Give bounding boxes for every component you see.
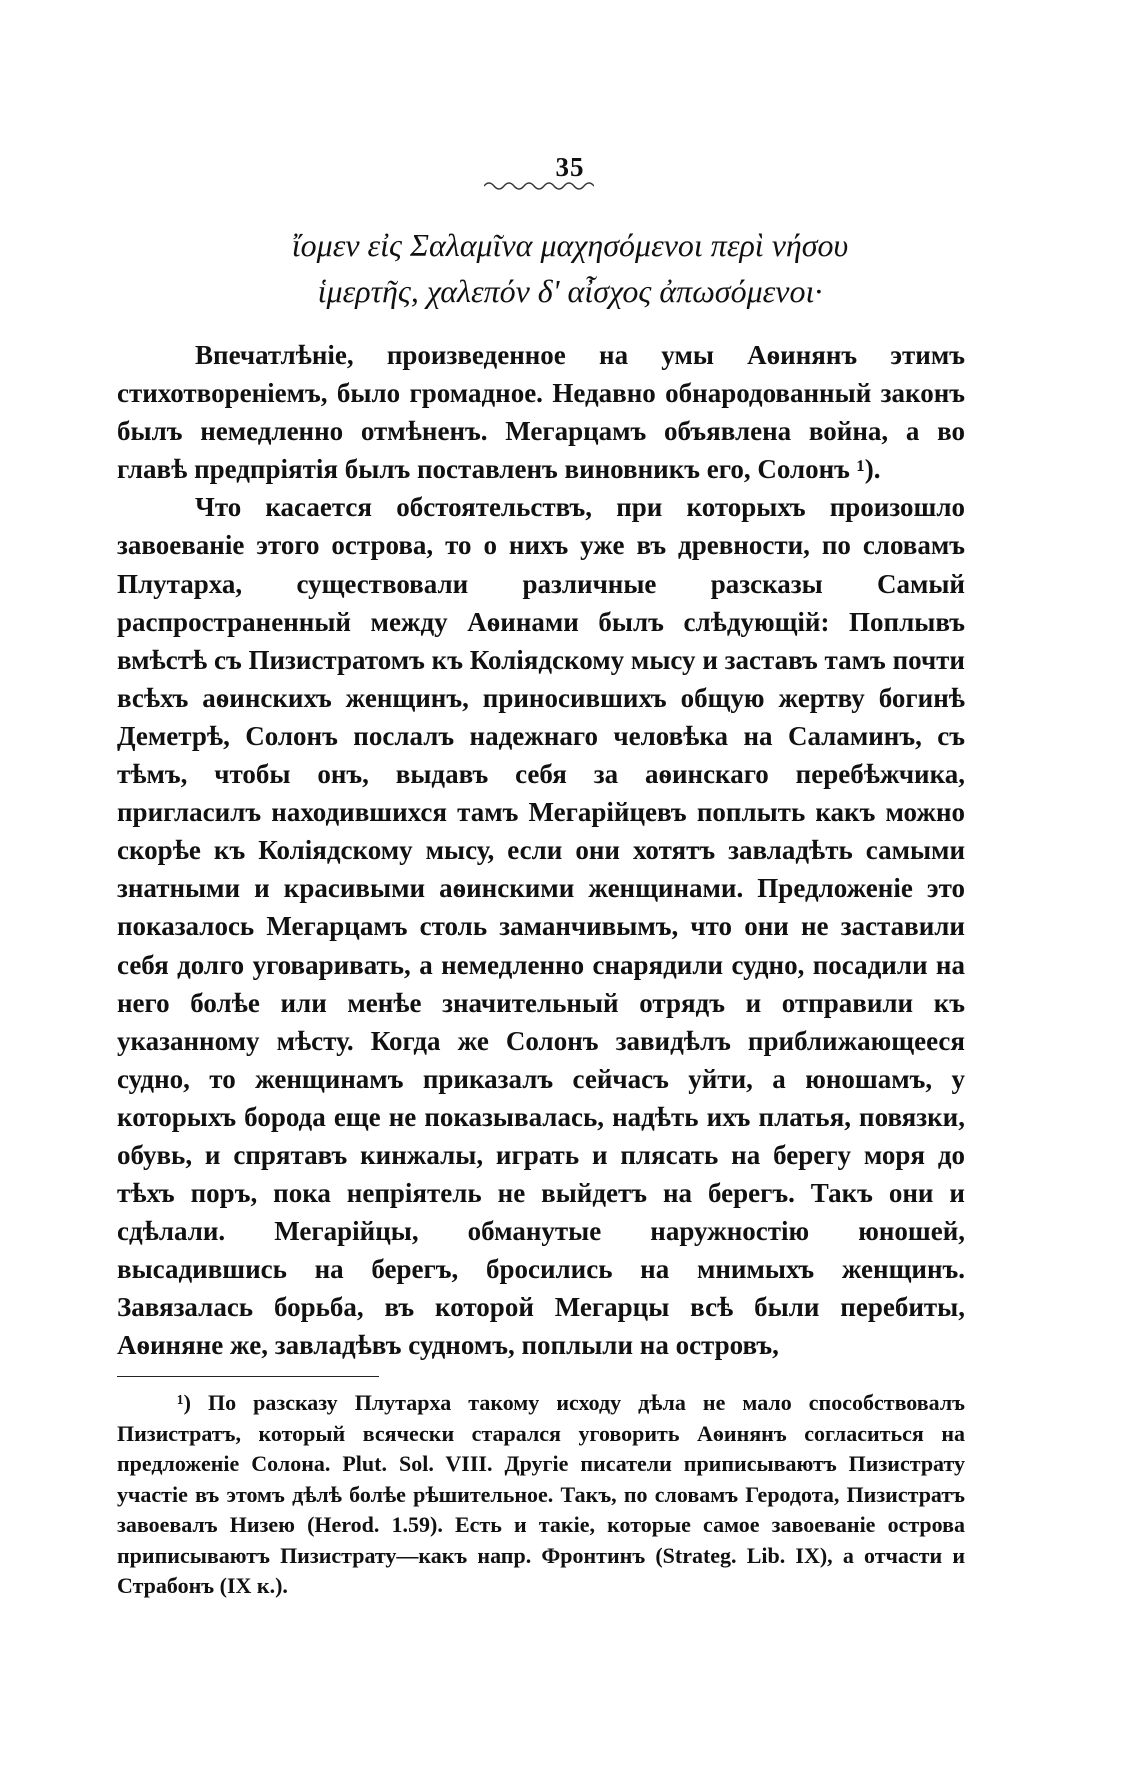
epigraph-line-2: ἱμερτῆς, χαλεπόν δ' αἶσχος ἀπωσόμενοι· <box>317 273 823 309</box>
footnote-marker: ¹) <box>177 1390 191 1415</box>
epigraph-line-1: ἴομεν εἰς Σαλαμῖνα μαχησόμενοι περὶ νήσου <box>291 227 849 263</box>
page-number: 35 <box>555 152 585 182</box>
wavy-underline-ornament <box>484 180 594 192</box>
footnote-text: По разсказу Плутарха такому исходу дѣла не мало способствовалъ Пизистратъ, который всячески старался уговорить Аѳинянъ согласиться на предложеніе Солона. Plut. Sol. VIII. Другіе писатели приписываютъ Пизистрату участіе въ этомъ дѣлѣ болѣе рѣшительное. Такъ, по словамъ Геродота, Пизистратъ завоевалъ Низею (Herod. 1.59). Есть и такіе, которые самое завоеваніе острова приписываютъ Пизистрату—какъ напр. Фронтинъ (Strateg. Lib. IX), а отчасти и Страбонъ (IX к.). <box>117 1390 965 1598</box>
paragraph-1: Впечатлѣніе, произведенное на умы Аѳинянъ этимъ стихотвореніемъ, было громадное. Недавно обнародованный законъ былъ немедленно отмѣненъ. Мегарцамъ объявлена война, а во главѣ предпріятія былъ поставленъ виновникъ его, Солонъ ¹). <box>117 340 965 485</box>
greek-epigraph <box>0 222 1140 314</box>
footnote <box>117 1388 965 1602</box>
footnote-divider <box>117 1376 379 1377</box>
paragraph-2: Что касается обстоятельствъ, при которыхъ произошло завоеваніе этого острова, то о нихъ уже въ древности, по словамъ Плутарха, существовали различные разсказы Самый распространенный между Аѳинами былъ слѣдующій: Поплывъ вмѣстѣ съ Пизистратомъ къ Коліядскому мысу и заставъ тамъ почти всѣхъ аѳинскихъ женщинъ, приносившихъ общую жертву богинѣ Деметрѣ, Солонъ послалъ надежнаго человѣка на Саламинъ, съ тѣмъ, чтобы онъ, выдавъ себя за аѳинскаго перебѣжчика, пригласилъ находившихся тамъ Мегарійцевъ поплыть какъ можно скорѣе къ Коліядскому мысу, если они хотятъ завладѣть самыми знатными и красивыми аѳинскими женщинами. Предложеніе это показалось Мегарцамъ столь заманчивымъ, что они не заставили себя долго уговаривать, а немедленно снарядили судно, посадили на него болѣе или менѣе значительный отрядъ и отправили къ указанному мѣсту. Когда же Солонъ завидѣлъ приближающееся судно, то женщинамъ приказалъ сейчасъ уйти, а юношамъ, у которыхъ борода еще не показывалась, надѣть ихъ платья, повязки, обувь, и спрятавъ кинжалы, играть и плясать на берегу моря до тѣхъ поръ, пока непріятель не выйдетъ на берегъ. Такъ они и сдѣлали. Мегарійцы, обманутые наружностію юношей, высадившись на берегъ, бросились на мнимыхъ женщинъ. Завязалась борьба, въ которой Мегарцы всѣ были перебиты, Аѳиняне же, завладѣвъ судномъ, поплыли на островъ, <box>117 492 965 1361</box>
body-text <box>117 336 965 1365</box>
